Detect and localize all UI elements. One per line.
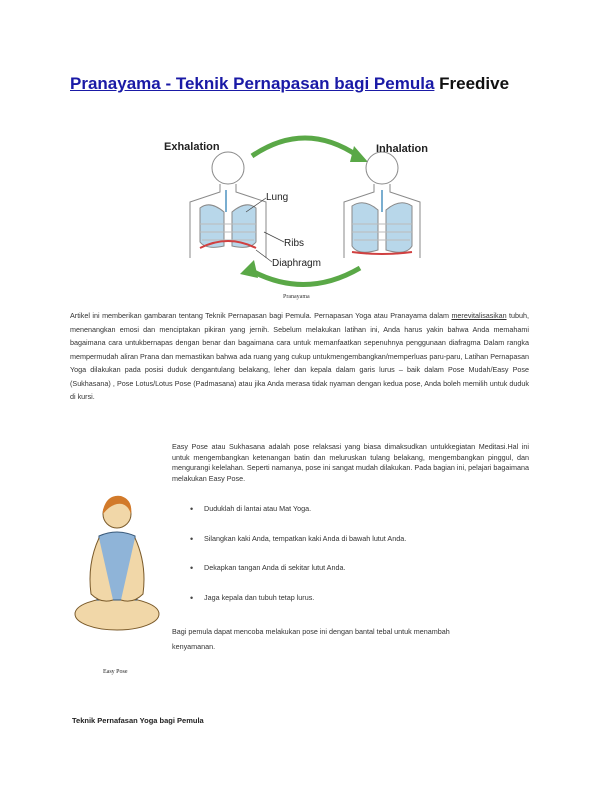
diagram-caption: Pranayama — [283, 294, 310, 300]
exhalation-label: Exhalation — [164, 141, 220, 153]
breathing-diagram — [160, 128, 450, 293]
page-title — [70, 74, 540, 94]
list-item: • Jaga kepala dan tubuh tetap lurus. — [190, 593, 406, 623]
intro-text-start: Artikel ini memberikan gambaran tentang Teknik Pernapasan bagi Pemula. Pernapasan Yoga atau Pranayama dalam — [70, 311, 452, 320]
intro-paragraph — [70, 309, 529, 404]
title-link[interactable]: Pranayama - Teknik Pernapasan bagi Pemula — [70, 74, 435, 93]
intro-text-end: tubuh, menenangkan emosi dan menciptakan pikiran yang jernih. Sebelum melakukan latihan ini, Anda harus yakin bahwa Anda memahami bagaimana cara untukbernapas dengan benar dan bagaimana cara untuk memanfaatkan sepenuhnya penggunaan diafragma Dalam rangka mempermudah aliran Prana dan memastikan bahwa ada ruang yang cukup untukmengembangkan/memperluas paru-paru, Latihan Pernapasan Yoga dilakukan pada posisi duduk dengantulang belakang, leher dan kepala dalam garis lurus – baik dalam Pose Mudah/Easy Pose (Sukhasana) , Pose Lotus/Lotus Pose (Padmasana) atau jika Anda merasa tidak nyaman dengan kedua pose, Anda boleh memilih untuk duduk di kursi. — [70, 311, 529, 401]
list-item: • Duduklah di lantai atau Mat Yoga. — [190, 504, 406, 534]
easy-pose-paragraph: Easy Pose atau Sukhasana adalah pose relaksasi yang biasa dimaksudkan untukkegiatan Meditasi.Hal ini untuk mengembangkan ketenangan batin dan meluruskan tulang belakang, mengembangkan pinggul, dan mengurangi kelelahan. Seperti namanya, pose ini sangat mudah dilakukan. Pada bagian ini, pelajari bagaimana melakukan Easy Pose. — [172, 442, 529, 483]
list-item: • Silangkan kaki Anda, tempatkan kaki Anda di bawah lutut Anda. — [190, 534, 406, 564]
closing-paragraph: Bagi pemula dapat mencoba melakukan pose ini dengan bantal tebal untuk menambah kenyamanan. — [172, 627, 450, 651]
lung-label: Lung — [266, 192, 289, 203]
figure-caption: Easy Pose — [103, 669, 128, 675]
title-suffix: Freedive — [439, 74, 510, 93]
easy-pose-figure — [73, 484, 161, 636]
revitalize-link[interactable]: merevitalisasikan — [451, 311, 507, 320]
section-subheading: Teknik Pernafasan Yoga bagi Pemula — [72, 716, 204, 725]
diaphragm-label: Diaphragm — [272, 258, 321, 269]
ribs-label: Ribs — [284, 238, 305, 249]
list-item: • Dekapkan tangan Anda di sekitar lutut Anda. — [190, 563, 406, 593]
inhalation-label: Inhalation — [376, 143, 428, 155]
steps-list — [190, 504, 406, 622]
